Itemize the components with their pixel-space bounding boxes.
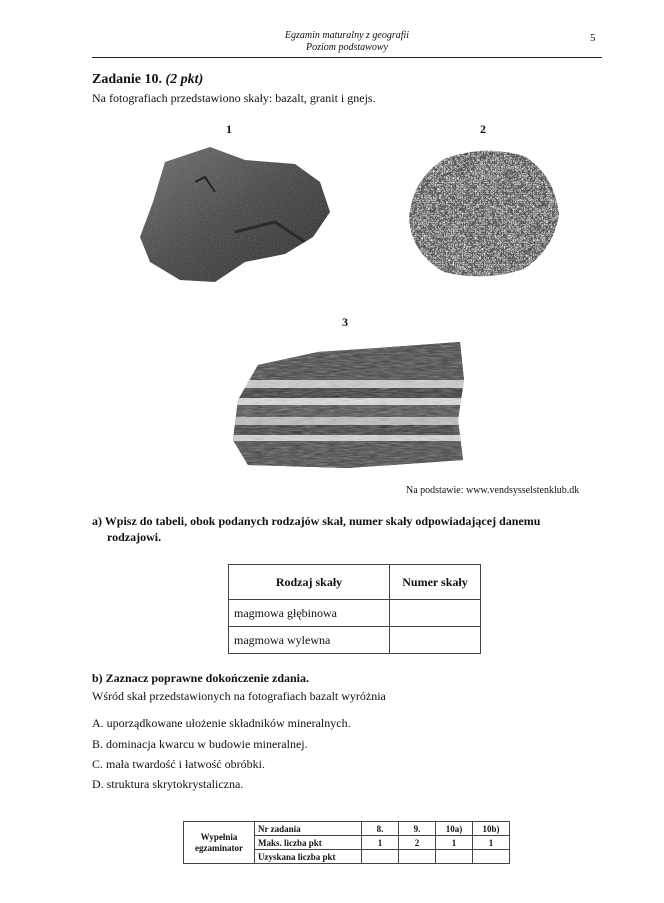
table-row [229,600,481,627]
page-header [92,30,602,54]
rock-type-volcanic: magmowa wylewna [229,627,390,654]
rock-number-input-volcanic[interactable] [390,627,481,654]
task-number: Zadanie 10. [92,72,163,87]
task-number-label: Nr zadania [255,822,362,836]
max-points-10b: 1 [473,836,510,850]
task-intro: Na fotografiach przedstawiono skały: bazalt, granit i gnejs. [92,91,376,105]
rock-photo-3-gneiss [228,340,468,470]
max-points-8: 1 [362,836,399,850]
score-task-8: 8. [362,822,399,836]
rock-number-header: Numer skały [390,565,481,600]
header-exam-title: Egzamin maturalny z geografii [284,30,410,41]
rock-photo-2-granite [404,144,564,280]
part-a-line1: a) Wpisz do tabeli, obok podanych rodzajów skał, numer skały odpowiadającej danemu [92,514,541,528]
part-a-line2: rodzajowi. [107,530,162,544]
page-number: 5 [590,32,596,44]
obtained-points-label: Uzyskana liczba pkt [255,850,362,864]
answer-option-d[interactable]: D. struktura skrytokrystaliczna. [92,777,244,791]
part-b-stem: Wśród skał przedstawionych na fotografiach bazalt wyróżnia [92,689,386,703]
score-task-10a: 10a) [436,822,473,836]
photo-label-3: 3 [342,315,348,329]
max-points-label: Maks. liczba pkt [255,836,362,850]
photo-label-2: 2 [480,122,486,136]
obtained-points-8[interactable] [362,850,399,864]
part-b-instruction: b) Zaznacz poprawne dokończenie zdania. [92,671,310,685]
score-task-9: 9. [399,822,436,836]
rock-type-table [228,564,481,654]
photo-source: Na podstawie: www.vendsysselstenklub.dk [406,485,580,496]
examiner-label: Wypełnia egzaminator [184,822,255,864]
header-divider [92,57,602,58]
obtained-points-9[interactable] [399,850,436,864]
rock-type-plutonic: magmowa głębinowa [229,600,390,627]
score-table [183,821,510,864]
answer-option-c[interactable]: C. mała twardość i łatwość obróbki. [92,757,265,771]
task-title [92,72,203,88]
part-a-instruction [92,513,612,545]
rock-type-header: Rodzaj skały [229,565,390,600]
obtained-points-10a[interactable] [436,850,473,864]
photo-label-1: 1 [226,122,232,136]
table-row [229,627,481,654]
max-points-10a: 1 [436,836,473,850]
score-task-10b: 10b) [473,822,510,836]
obtained-points-10b[interactable] [473,850,510,864]
header-level: Poziom podstawowy [306,42,388,53]
rock-photo-1-basalt [135,142,337,284]
rock-number-input-plutonic[interactable] [390,600,481,627]
max-points-9: 2 [399,836,436,850]
answer-option-a[interactable]: A. uporządkowane ułożenie składników mineralnych. [92,716,351,730]
task-points: (2 pkt) [165,72,204,87]
answer-option-b[interactable]: B. dominacja kwarcu w budowie mineralnej. [92,737,308,751]
